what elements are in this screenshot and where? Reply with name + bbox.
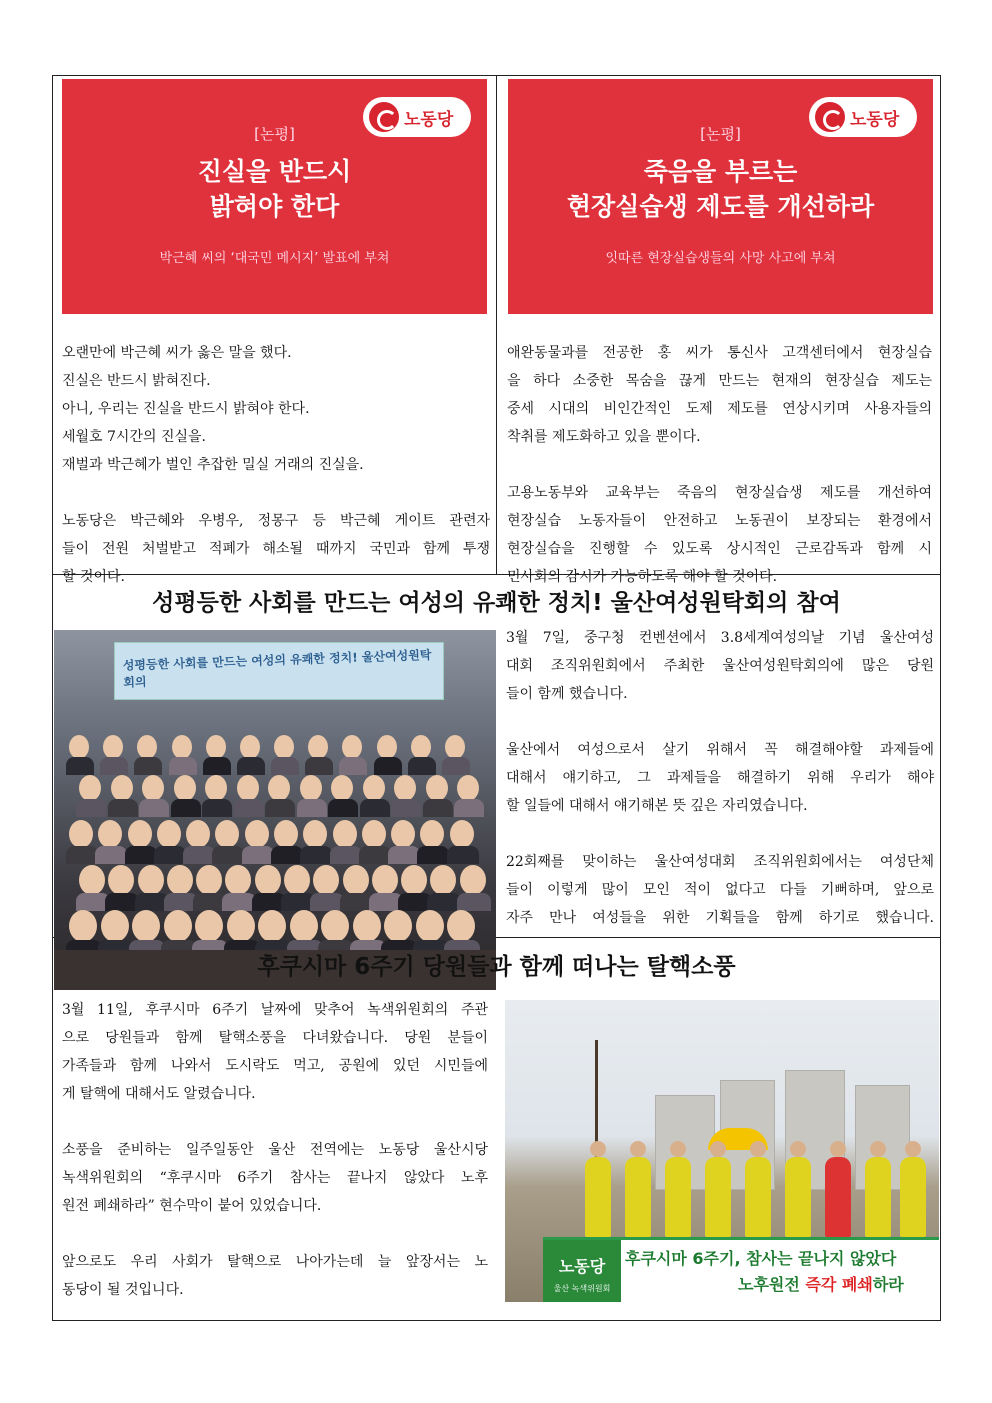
party-logo-text: 노동당 [404,109,454,130]
women-article-text: 3월 7일, 중구청 컨벤션에서 3.8세계여성의날 기념 울산여성 대회 조직위원회에서 주최한 울산여성원탁회의에 많은 당원 들이 함께 했습니다. 울산에서 여성으로서 살기 위해서 꼭 해결해야할 과제들에 대해서 얘기하고, 그 과제들을 해결하기 위해 우리가 해야 할 일들에 대해서 얘기해본 뜻 깊은 자리였습니다. 22회째를 맞이하는 울산여성대회 조직위원회에서는 여성단체 들이 이렇게 많이 모인 적이 없다고 다들 기뻐하며, 앞으로 자주 만나 여성들을 위한 기획들을 함께 하기로 했습니다. [506,630,934,926]
green-committee-logo: 노동당 울산 녹색위원회 [543,1240,621,1302]
commentary-text-left: 오랜만에 박근혜 씨가 옳은 말을 했다. 진실은 반드시 밝혀진다. 아니, 우리는 진실을 반드시 밝혀야 한다. 세월호 7시간의 진실을. 재벌과 박근혜가 벌인 추잡한 밀실 거래의 진실을. 노동당은 박근혜와 우병우, 정몽구 등 박근혜 게이트 관련자 들이 전원 처벌받고 적폐가 해소될 때까지 국민과 함께 투쟁 할 것이다. [62,345,490,585]
section-title-fukushima: 후쿠시마 6주기 당원들과 함께 떠나는 탈핵소풍 [257,954,736,980]
commentary-text-right: 애완동물과를 전공한 홍 씨가 통신사 고객센터에서 현장실습 을 하다 소중한 목숨을 끊게 만드는 현재의 현장실습 제도는 중세 시대의 비인간적인 도제 제도를 연상시키며 사용자들의 착취를 제도화하고 있을 뿐이다. 고용노동부와 교육부는 죽음의 현장실습생 제도를 개선하여 현장실습 노동자들이 안전하고 노동권이 보장되는 환경에서 현장실습을 진행할 수 있도록 상시적인 근로감독과 함께 시 민사회의 감시가 가능하도록 해야 할 것이다. [507,345,932,585]
column-divider [496,76,497,574]
newsletter-frame [52,75,941,1321]
section-title-women: 성평등한 사회를 만드는 여성의 유쾌한 정치! 울산여성원탁회의 참여 [152,590,841,616]
anti-nuclear-banner: 노동당 울산 녹색위원회 후쿠시마 6주기, 참사는 끝나지 않았다 노후원전 즉각 폐쇄하라 [543,1237,939,1302]
card-subtitle: 잇따른 현장실습생들의 사망 사고에 부쳐 [605,251,836,266]
card-subtitle: 박근혜 씨의 ‘대국민 메시지’ 발표에 부쳐 [159,251,390,266]
fukushima-article-text: 3월 11일, 후쿠시마 6주기 날짜에 맞추어 녹색위원회의 주관 으로 당원들과 함께 탈핵소풍을 다녀왔습니다. 당원 분들이 가족들과 함께 나와서 도시락도 먹고, 공원에 있던 시민들에 게 탈핵에 대해서도 알렸습니다. 소풍을 준비하는 일주일동안 울산 전역에는 노동당 울산시당 녹색위원회의 “후쿠시마 6주기 참사는 끝나지 않았다 노후 원전 폐쇄하라” 현수막이 붙어 있었습니다. 앞으로도 우리 사회가 탈핵으로 나아가는데 늘 앞장서는 노 동당이 될 것입니다. [62,1002,488,1298]
party-logo-text: 노동당 [850,109,900,130]
commentary-card-right [508,79,933,314]
women-roundtable-photo [54,630,496,990]
card-tag: [논평] [700,125,741,143]
event-banner: 성평등한 사회를 만드는 여성의 유쾌한 정치! 울산여성원탁회의 [114,642,444,700]
card-title: 죽음을 부르는 현장실습생 제도를 개선하라 [566,157,875,221]
commentary-card-left [62,79,487,314]
anti-nuclear-picnic-photo [505,1000,939,1302]
card-title: 진실을 반드시 밝혀야 한다 [197,157,352,221]
group-of-participants [54,715,496,955]
card-tag: [논평] [254,125,295,143]
